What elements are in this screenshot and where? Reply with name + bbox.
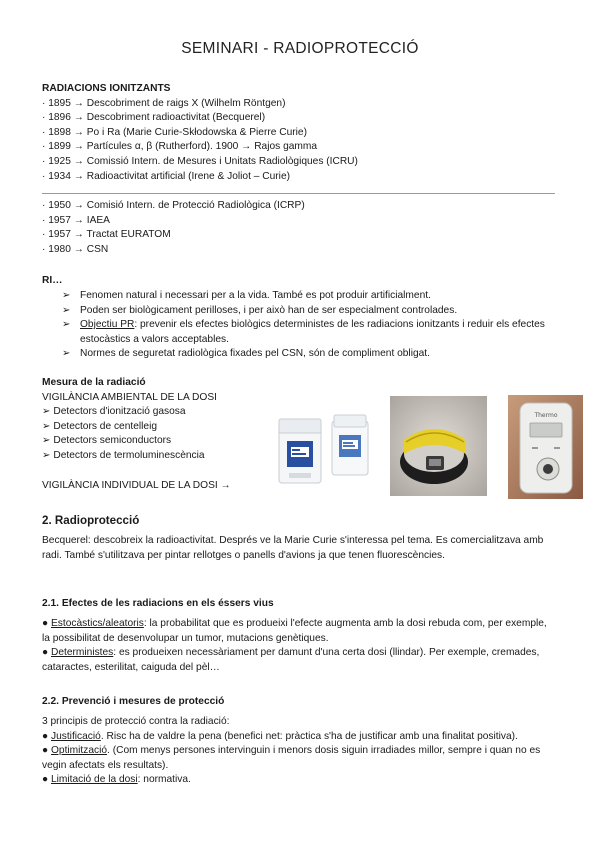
list-item <box>62 289 562 304</box>
timeline-item: · 1934 → Radioactivitat artificial (Irene & Joliot – Curie) <box>42 170 290 182</box>
sec22-intro: 3 principis de protecció contra la radiació: <box>42 716 230 727</box>
objectiu-text: : prevenir els efectes biològics deterministes de les radiacions ionitzants i reduir els efectes estocàstics a valors acceptables. <box>80 319 545 345</box>
radiacions-heading: RADIACIONS IONITZANTS <box>42 83 171 94</box>
list-item <box>42 773 560 788</box>
detector-item: ➢ Detectors de termoluminescència <box>42 449 205 461</box>
deterministes-text: : es produeixen necessàriament per damunt d'una certa dosi (llindar). Per exemple, cremades, cataractes, esterilitat, caiguda del pèl… <box>42 647 540 673</box>
timeline-item: · 1899 → Partícules α, β (Rutherford). 1900 → Rajos gamma <box>42 141 318 153</box>
page-title: SEMINARI - RADIOPROTECCIÓ <box>181 40 419 57</box>
limitacio-text: : normativa. <box>137 774 191 786</box>
bullet-icon: ● <box>42 730 49 742</box>
timeline-item: · 1950 → Comisió Intern. de Protecció Radiològica (ICRP) <box>42 200 305 211</box>
dosimeter-badge-image-2 <box>328 411 372 481</box>
timeline-item: · 1925 → Comissió Intern. de Mesures i Unitats Radiològiques (ICRU) <box>42 155 358 167</box>
list-item <box>42 646 552 675</box>
list-item-text: Normes de seguretat radiològica fixades pel CSN, són de compliment obligat. <box>80 348 430 360</box>
deterministes-label: Deterministes <box>51 647 114 659</box>
timeline-item: · 1898 → Po i Ra (Marie Curie-Skłodowska & Pierre Curie) <box>42 126 307 138</box>
bullet-icon: ● <box>42 647 49 659</box>
electronic-dosimeter-image <box>508 395 583 499</box>
arrow-bullet-icon: ➢ <box>62 319 71 331</box>
ambiental-label: VIGILÀNCIA AMBIENTAL DE LA DOSI <box>42 391 217 403</box>
arrow-bullet-icon: ➢ <box>62 290 71 301</box>
detector-item: ➢ Detectors semiconductors <box>42 435 172 447</box>
sec2-paragraph <box>42 534 557 563</box>
list-item-text: Fenomen natural i necessari per a la vida. També es pot produir artificialment. <box>80 290 431 301</box>
mesura-heading: Mesura de la radiació <box>42 377 146 388</box>
list-item <box>42 730 560 745</box>
arrow-bullet-icon: ➢ <box>62 304 71 316</box>
timeline-item: · 1896 → Descobriment radioactivitat (Becquerel) <box>42 112 266 124</box>
timeline-item: · 1957 → Tractat EURATOM <box>42 229 171 241</box>
dosimeter-brand-text: Thermo <box>534 412 558 419</box>
list-item <box>62 347 562 362</box>
list-item <box>42 744 560 773</box>
estocastics-label: Estocàstics/aleatoris <box>51 618 144 629</box>
detector-item: ➢ Detectors de centelleig <box>42 420 157 432</box>
sec21-heading: 2.1. Efectes de les radiacions en els éssers vius <box>42 598 274 609</box>
justificacio-label: Justificació <box>51 730 101 742</box>
sec22-heading: 2.2. Prevenció i mesures de protecció <box>42 696 225 707</box>
ri-heading-text: RI… <box>42 275 63 286</box>
bullet-icon: ● <box>42 745 49 757</box>
list-item <box>42 617 552 646</box>
optimitzacio-label: Optimització <box>51 745 108 757</box>
ring-dosimeter-image <box>390 396 487 496</box>
divider <box>42 193 555 194</box>
sec2-paragraph-text: Becquerel: descobreix la radioactivitat. Després ve la Marie Curie s'interessa pel tema. Es comercialitzava amb radi. També s'utilitzava per pintar rellotges o panells d'avions ja que tenen fluorescències. <box>42 535 544 561</box>
arrow-bullet-icon: ➢ <box>62 348 71 360</box>
timeline-item: · 1957 → IAEA <box>42 214 110 226</box>
sec21-section <box>42 597 562 612</box>
dosimeter-badge-image-1 <box>275 413 325 489</box>
sec22-section <box>42 695 562 710</box>
timeline-section-2 <box>42 199 562 257</box>
limitacio-label: Limitació de la dosi <box>51 774 138 786</box>
individual-label: VIGILÀNCIA INDIVIDUAL DE LA DOSI → <box>42 480 231 491</box>
timeline-item: · 1980 → CSN <box>42 243 109 255</box>
sec2-heading: 2. Radioprotecció <box>42 514 140 527</box>
radiacions-section <box>42 82 562 184</box>
list-item-text: Poden ser biològicament perilloses, i per això han de ser especialment controlades. <box>80 304 458 316</box>
sec21-list <box>42 617 552 675</box>
objectiu-label: Objectiu PR <box>80 319 135 331</box>
bullet-icon: ● <box>42 618 49 629</box>
list-item-text <box>80 318 562 347</box>
timeline-item: · 1895 → Descobriment de raigs X (Wilhelm Röntgen) <box>42 97 286 109</box>
list-item <box>62 304 562 319</box>
optimitzacio-text: . (Com menys persones intervinguin i menors dosis siguin irradiades millor, sempre i quan no es vegin afectats els resultats). <box>42 745 541 771</box>
estocastics-text: : la probabilitat que es produeixi l'efecte augmenta amb la dosi rebuda com, per exemple, la possibilitat de desenvolupar un tumor, mutacions genètiques. <box>42 618 547 644</box>
ri-list <box>62 289 562 362</box>
detector-item: ➢ Detectors d'ionització gasosa <box>42 406 186 418</box>
bullet-icon: ● <box>42 774 49 786</box>
sec22-list <box>42 715 560 788</box>
list-item <box>62 318 562 347</box>
sec2-section <box>42 514 562 529</box>
ri-heading <box>42 274 562 289</box>
justificacio-text: . Risc ha de valdre la pena (benefici net: pràctica s'ha de justificar amb una finalitat positiva). <box>100 730 518 742</box>
